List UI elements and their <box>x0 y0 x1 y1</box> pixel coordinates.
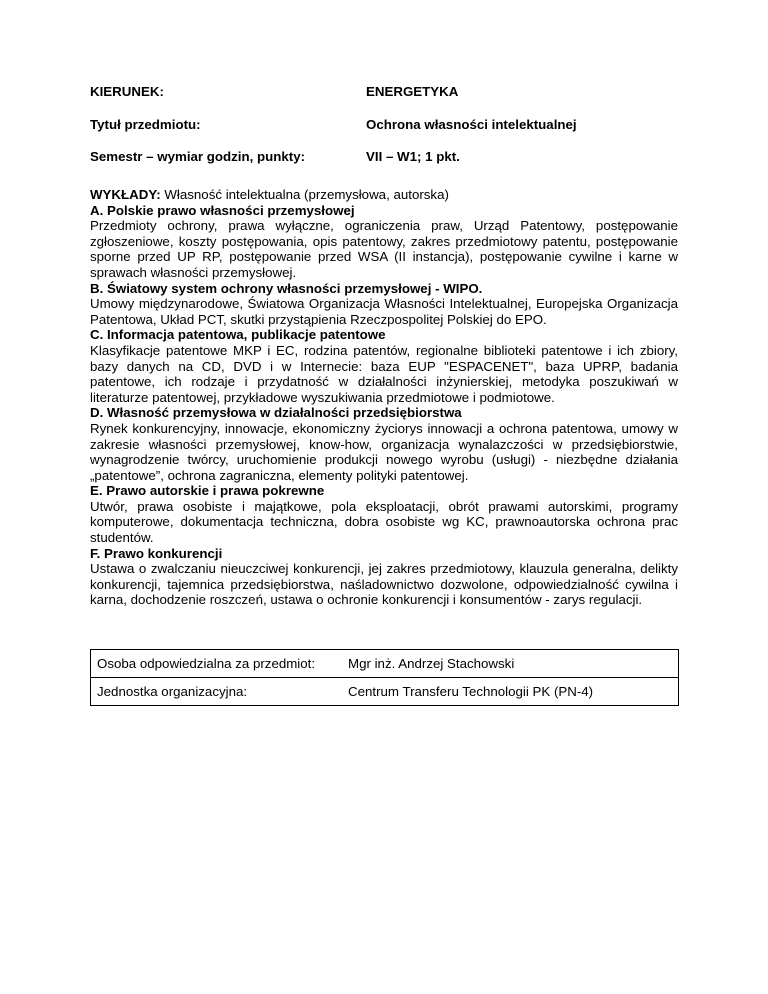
header-value: ENERGETYKA <box>366 84 459 99</box>
lectures-label: WYKŁADY: <box>90 187 161 202</box>
section-text: Umowy międzynarodowe, Światowa Organizacja Własności Intelektualnej, Europejska Organizacja Patentowa, Układ PCT, skutki przystąpienia Rzeczpospolitej Polskiej do EPO. <box>90 296 678 327</box>
table-cell-value: Centrum Transferu Technologii PK (PN-4) <box>342 678 679 706</box>
lectures-body <box>90 187 678 608</box>
header-value: VII – W1; 1 pkt. <box>366 149 460 164</box>
section-title: D. Własność przemysłowa w działalności przedsiębiorstwa <box>90 405 462 421</box>
header-row-course-title <box>90 117 577 133</box>
table-row <box>91 650 679 678</box>
section-text: Klasyfikacje patentowe MKP i EC, rodzina patentów, regionalne biblioteki patentowe i ich zbiory, bazy danych na CD, DVD i w Internecie: baza EUP "ESPACENET", baza UPRP, badania patentowe, ich rodzaje i przydatność w działalności inżynierskiej, metodyka poszukiwań w literaturze patentowej, przykładowe wyszukiwania przedmiotowe i podmiotowe. <box>90 342 678 405</box>
section-title: B. Światowy system ochrony własności przemysłowej - WIPO. <box>90 280 483 296</box>
header-row-field-of-study <box>90 84 459 100</box>
lectures-intro <box>90 187 678 203</box>
table-cell-value: Mgr inż. Andrzej Stachowski <box>342 650 679 678</box>
table-row <box>91 678 679 706</box>
section-text: Rynek konkurencyjny, innowacje, ekonomiczny życiorys innowacji a ochrona patentowa, umowy w zakresie własności przemysłowej, know-how, organizacja wynalazczości w przedsiębiorstwie, wynagrodzenie twórcy, uruchomienie produkcji nowego wyrobu (usługi) - niezbędne działania „patentowe”, ochrona zagraniczna, elementy polityki patentowej. <box>90 420 678 483</box>
table-cell-label: Osoba odpowiedzialna za przedmiot: <box>91 650 343 678</box>
header-label: KIERUNEK: <box>90 84 164 99</box>
section-text: Utwór, prawa osobiste i majątkowe, pola eksploatacji, obrót prawami autorskimi, programy komputerowe, dokumentacja techniczna, dobra osobiste wg KC, prawnoautorska ochrona prac studentów. <box>90 498 678 546</box>
section-title: F. Prawo konkurencji <box>90 545 223 561</box>
section-text: Przedmioty ochrony, prawa wyłączne, ograniczenia praw, Urząd Patentowy, postępowanie zgłoszeniowe, koszty postępowania, opis patentowy, zakres przedmiotowy patentu, postępowanie sporne przed UP RP, postępowanie przed WSA (II instancja), postępowanie cywilne i karne w sprawach własności przemysłowej. <box>90 218 678 280</box>
header-value: Ochrona własności intelektualnej <box>366 117 577 132</box>
section-title: A. Polskie prawo własności przemysłowej <box>90 202 355 218</box>
section-title: C. Informacja patentowa, publikacje patentowe <box>90 327 386 343</box>
header-row-semester <box>90 149 460 165</box>
section-text: Ustawa o zwalczaniu nieuczciwej konkurencji, jej zakres przedmiotowy, klauzula generalna, delikty konkurencji, tajemnica przedsiębiorstwa, naśladownictwo dozwolone, odpowiedzialność cywilna i karna, dochodzenie roszczeń, ustawa o ochronie konkurencji i konsumentów - zarys regulacji. <box>90 561 678 608</box>
responsibility-table <box>90 649 679 706</box>
section-title: E. Prawo autorskie i prawa pokrewne <box>90 483 325 499</box>
table-cell-label: Jednostka organizacyjna: <box>91 678 343 706</box>
lectures-intro-text: Własność intelektualna (przemysłowa, autorska) <box>160 187 449 202</box>
header-label: Tytuł przedmiotu: <box>90 117 201 132</box>
header-label: Semestr – wymiar godzin, punkty: <box>90 149 306 164</box>
